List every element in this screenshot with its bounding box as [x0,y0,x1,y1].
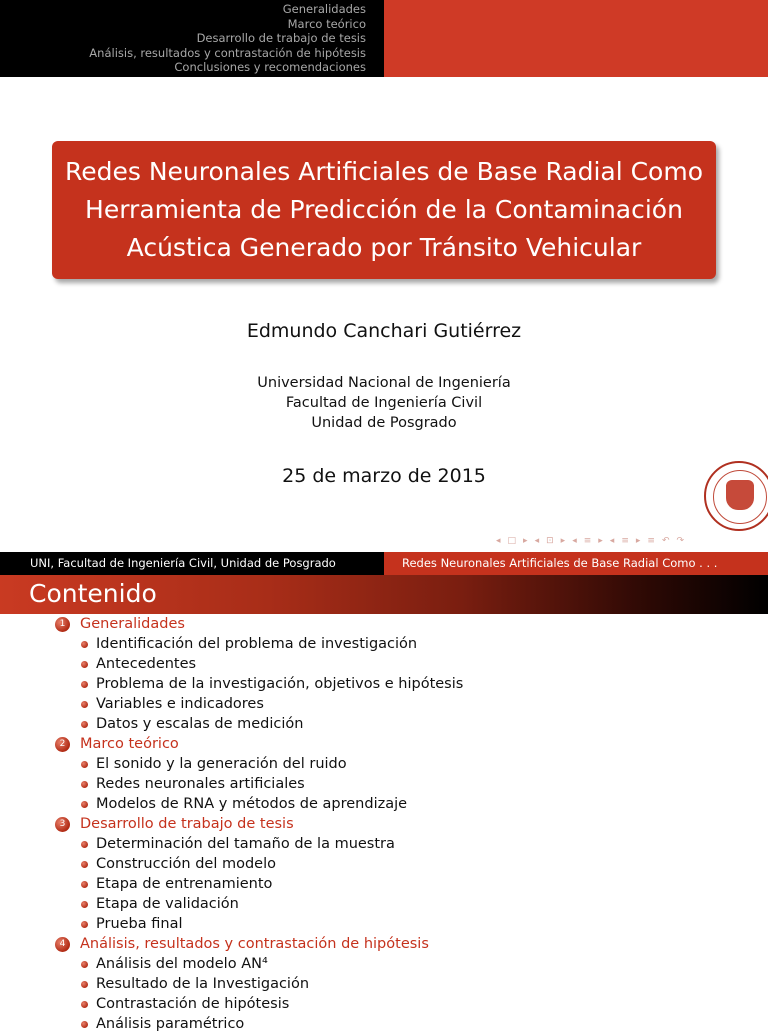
toc-subsection[interactable] [0,674,768,694]
bullet-icon [81,661,88,668]
toc-subsection[interactable] [0,834,768,854]
nav-control-icon[interactable]: ▸ [523,536,528,546]
toc-subsection[interactable] [0,714,768,734]
subsection-title[interactable]: Etapa de entrenamiento [96,876,273,892]
bullet-icon [81,981,88,988]
presentation-title-box [52,141,716,279]
nav-section-link[interactable]: Conclusiones y recomendaciones [174,60,366,75]
nav-control-icon[interactable]: ▸ [635,536,641,546]
nav-control-icon[interactable]: ↷ [676,536,685,546]
university-seal-icon [704,461,768,531]
institution-block [0,373,768,433]
bullet-icon [81,641,88,648]
institution-line: Universidad Nacional de Ingeniería [257,375,511,391]
presentation-date: 25 de marzo de 2015 [282,465,486,487]
header-short-title: Redes Neuronales Artificiales de Base Radial Como . . . [384,552,768,575]
toc-subsection[interactable] [0,754,768,774]
section-title[interactable]: Marco teórico [80,736,179,752]
title-line: Herramienta de Predicción de la Contaminación [85,195,683,224]
toc-subsection[interactable] [0,914,768,934]
nav-control-icon[interactable]: ◂ [609,536,615,546]
nav-control-icon[interactable]: ◂ [572,536,577,546]
subsection-title[interactable]: Variables e indicadores [96,696,264,712]
nav-control-icon[interactable]: ◂ [534,536,540,546]
nav-section-link[interactable]: Marco teórico [287,16,366,31]
subsection-title[interactable]: Análisis del modelo AN⁴ [96,956,268,972]
bullet-icon [81,1001,88,1008]
toc-subsection[interactable] [0,854,768,874]
subsection-title[interactable]: El sonido y la generación del ruido [96,756,347,772]
bullet-icon [81,681,88,688]
toc-section[interactable] [0,734,768,754]
toc-subsection[interactable] [0,654,768,674]
subsection-title[interactable]: Datos y escalas de medición [96,716,304,732]
section-title[interactable]: Análisis, resultados y contrastación de hipótesis [80,936,429,952]
frame-title: Contenido [29,579,157,608]
subsection-title[interactable]: Resultado de la Investigación [96,976,310,992]
nav-control-icon[interactable]: ≡ [621,536,629,546]
bullet-icon [81,921,88,928]
presentation-title [64,153,704,267]
toc-section[interactable] [0,814,768,834]
toc-subsection[interactable] [0,954,768,974]
toc-subsection[interactable] [0,774,768,794]
contents-slide [0,552,768,1032]
subsection-title[interactable]: Análisis paramétrico [96,1016,245,1032]
toc-section[interactable] [0,614,768,634]
bullet-icon [81,721,88,728]
section-navigation-bar [0,0,768,77]
title-line: Redes Neuronales Artificiales de Base Radial Como [64,157,704,186]
toc-subsection[interactable] [0,634,768,654]
section-navigation-panel [0,0,384,77]
bullet-icon [81,881,88,888]
subsection-title[interactable]: Identificación del problema de investigación [96,636,418,652]
subsection-title[interactable]: Modelos de RNA y métodos de aprendizaje [96,796,408,812]
subsection-title[interactable]: Problema de la investigación, objetivos e hipótesis [96,676,464,692]
bullet-icon [81,861,88,868]
nav-control-icon[interactable]: ▸ [560,536,566,546]
author-name: Edmundo Canchari Gutiérrez [246,320,522,342]
beamer-navigation-controls [496,536,684,546]
toc-subsection[interactable] [0,1014,768,1034]
bullet-icon [81,901,88,908]
section-title[interactable]: Desarrollo de trabajo de tesis [80,816,294,832]
nav-control-icon[interactable]: ◂ [496,536,501,546]
nav-section-link[interactable]: Generalidades [282,2,366,16]
bullet-icon [81,961,88,968]
toc-subsection[interactable] [0,694,768,714]
nav-control-icon[interactable]: □ [507,536,517,546]
header-institution: UNI, Facultad de Ingeniería Civil, Unidad de Posgrado [0,552,384,575]
nav-section-link[interactable]: Desarrollo de trabajo de tesis [196,31,366,46]
bullet-icon [81,761,88,768]
bullet-icon [81,801,88,808]
institution-line: Facultad de Ingeniería Civil [285,395,483,411]
toc-subsection[interactable] [0,874,768,894]
bullet-icon [81,1021,88,1028]
bullet-icon [81,701,88,708]
bullet-icon [81,781,88,788]
section-number-badge: 4 [55,937,70,952]
subsection-title[interactable]: Determinación del tamaño de la muestra [96,836,395,852]
bullet-icon [81,841,88,848]
subsection-title[interactable]: Etapa de validación [96,896,239,912]
subsection-title[interactable]: Antecedentes [96,656,197,672]
toc-subsection[interactable] [0,974,768,994]
nav-control-icon[interactable]: ⊡ [546,536,554,546]
institution-line: Unidad de Posgrado [311,415,457,431]
nav-control-icon[interactable]: ▸ [598,536,603,546]
subsection-title[interactable]: Contrastación de hipótesis [96,996,290,1012]
section-nav-list [89,2,366,75]
section-number-badge: 3 [55,817,70,832]
toc-subsection[interactable] [0,994,768,1014]
nav-control-icon[interactable]: ≡ [647,536,655,546]
section-number-badge: 1 [55,617,70,632]
frame-title-bar [0,575,768,614]
section-title[interactable]: Generalidades [80,616,185,632]
nav-control-icon[interactable]: ≡ [583,536,592,546]
nav-control-icon[interactable]: ↶ [661,536,670,546]
header-accent-panel [384,0,768,77]
toc-section[interactable] [0,934,768,954]
toc-subsection[interactable] [0,894,768,914]
table-of-contents [0,614,768,1034]
nav-section-link[interactable]: Análisis, resultados y contrastación de hipótesis [89,45,366,60]
title-line: Acústica Generado por Tránsito Vehicular [126,233,642,262]
toc-subsection[interactable] [0,794,768,814]
subsection-title[interactable]: Redes neuronales artificiales [96,776,305,792]
slide-header-bar [0,552,768,575]
subsection-title[interactable]: Construcción del modelo [96,856,277,872]
seal-emblem [726,480,754,510]
section-number-badge: 2 [55,737,70,752]
subsection-title[interactable]: Prueba final [96,916,183,932]
